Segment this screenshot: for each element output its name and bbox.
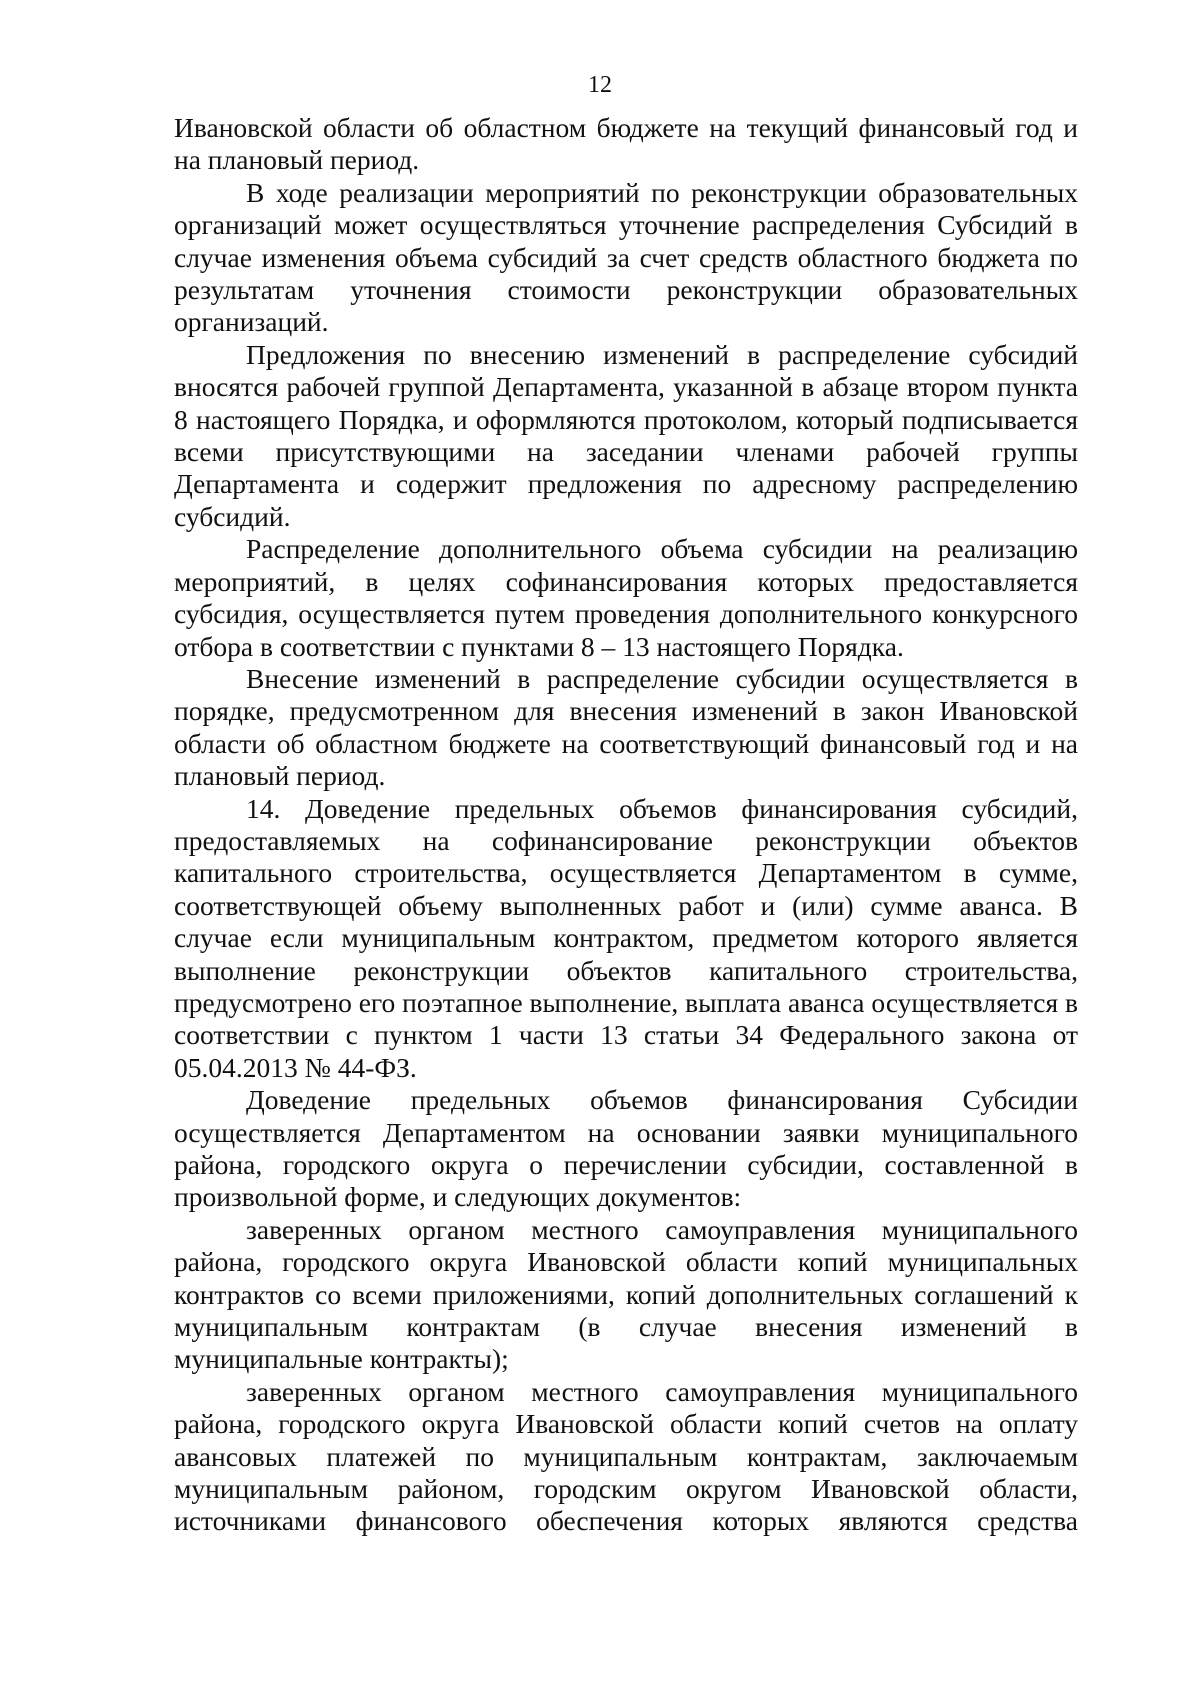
document-body bbox=[174, 112, 1078, 1538]
paragraph-item-14: 14. Доведение предельных объемов финансирования субсидий, предоставляемых на софинансирование реконструкции объектов капитального строительства, осуществляется Департаментом в сумме, соответствующей объему выполненных работ и (или) сумме аванса. В случае если муниципальным контрактом, предметом которого является выполнение реконструкции объектов капитального строительства, предусмотрено его поэтапное выполнение, выплата аванса осуществляется в соответствии с пунктом 1 части 13 статьи 34 Федерального закона от 05.04.2013 № 44-ФЗ. bbox=[174, 792, 1078, 1083]
page-number: 12 bbox=[588, 72, 612, 98]
paragraph-invoice-copies: заверенных органом местного самоуправления муниципального района, городского округа Ивановской области копий счетов на оплату авансовых платежей по муниципальным контрактам, заключаемым муниципальным районом, городским округом Ивановской области, источниками финансового обеспечения которых являются средства bbox=[174, 1375, 1078, 1537]
paragraph-amendments: Внесение изменений в распределение субсидии осуществляется в порядке, предусмотренном для внесения изменений в закон Ивановской области об областном бюджете на соответствующий финансовый год и на плановый период. bbox=[174, 662, 1078, 792]
paragraph-continuation: Ивановской области об областном бюджете на текущий финансовый год и на плановый период. bbox=[174, 112, 1078, 176]
paragraph-proposals: Предложения по внесению изменений в распределение субсидий вносятся рабочей группой Департамента, указанной в абзаце втором пункта 8 настоящего Порядка, и оформляются протоколом, который подписывается всеми присутствующими на заседании членами рабочей группы Департамента и содержит предложения по адресному распределению субсидий. bbox=[174, 338, 1078, 532]
paragraph-funding-limits: Доведение предельных объемов финансирования Субсидии осуществляется Департаментом на основании заявки муниципального района, городского округа о перечислении субсидии, составленной в произвольной форме, и следующих документов: bbox=[174, 1084, 1078, 1213]
paragraph-clarification: В ходе реализации мероприятий по реконструкции образовательных организаций может осуществляться уточнение распределения Субсидий в случае изменения объема субсидий за счет средств областного бюджета по результатам уточнения стоимости реконструкции образовательных организаций. bbox=[174, 176, 1078, 338]
paragraph-contract-copies: заверенных органом местного самоуправления муниципального района, городского округа Ивановской области копий муниципальных контрактов со всеми приложениями, копий дополнительных соглашений к муниципальным контрактам (в случае внесения изменений в муниципальные контракты); bbox=[174, 1213, 1078, 1375]
paragraph-additional-distribution: Распределение дополнительного объема субсидии на реализацию мероприятий, в целях софинансирования которых предоставляется субсидия, осуществляется путем проведения дополнительного конкурсного отбора в соответствии с пунктами 8 – 13 настоящего Порядка. bbox=[174, 533, 1078, 662]
